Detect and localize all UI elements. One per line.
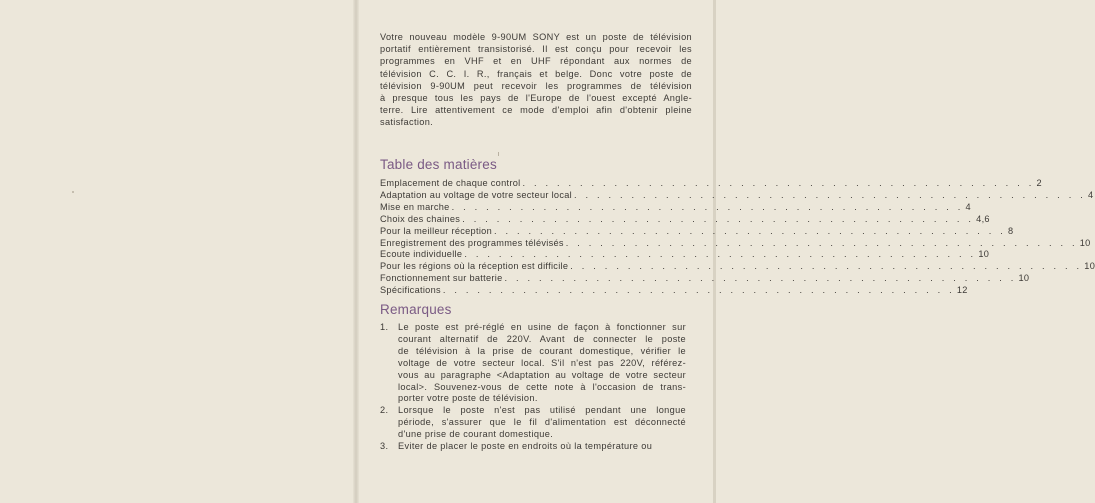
remark-number: 1. — [380, 322, 389, 332]
toc-leader-dots: . . . . . . . . . . . . . . . . . . . . . . . . . . . . . . . . . . . . . . . . . . . . . — [493, 225, 1006, 236]
intro-line: programmes en VHF et en UHF répondant aux normes de — [380, 56, 692, 67]
toc-entry-label: Enregistrement des programmes télévisés — [380, 237, 564, 248]
toc-leader-dots: . . . . . . . . . . . . . . . . . . . . . . . . . . . . . . . . . . . . . . . . . . . . . — [504, 273, 1017, 284]
toc-leader-dots: . . . . . . . . . . . . . . . . . . . . . . . . . . . . . . . . . . . . . . . . . . . . . — [522, 178, 1035, 188]
toc-leader-dots: . . . . . . . . . . . . . . . . . . . . . . . . . . . . . . . . . . . . . . . . . . . . . — [464, 249, 977, 260]
toc-entry-label: Adaptation au voltage de votre secteur local — [380, 189, 572, 200]
toc-entry — [380, 237, 1091, 250]
remarks-list — [380, 322, 686, 453]
toc-entry-label: Ecoute individuelle — [380, 249, 463, 260]
intro-line: Votre nouveau modèle 9-90UM SONY est un poste de télévision — [380, 32, 692, 42]
page-spine — [353, 0, 359, 503]
paper-speck — [498, 152, 499, 156]
toc-leader-dots: . . . . . . . . . . . . . . . . . . . . . . . . . . . . . . . . . . . . . . . . . . . . . — [462, 213, 975, 224]
remark-line: vous au paragraphe <Adaptation au voltage de votre secteur — [398, 369, 686, 380]
remark-line: voltage de votre secteur local. S'il n'est pas 220V, référez- — [398, 357, 686, 368]
intro-line: terre. Lire attentivement ce mode d'emploi afin d'obtenir pleine — [380, 105, 692, 116]
toc-entry-label: Pour les régions où la réception est difficile — [380, 261, 569, 272]
intro-line: télévision 9-90UM peut recevoir les programmes de télévision — [380, 80, 692, 91]
toc-leader-dots: . . . . . . . . . . . . . . . . . . . . . . . . . . . . . . . . . . . . . . . . . . . . . — [442, 285, 955, 296]
remark-line: de télévision à la prise de courant domestique, vérifier le — [398, 345, 686, 356]
intro-paragraph — [380, 31, 692, 129]
toc-entry-page: 10 — [1018, 273, 1030, 284]
toc-entry — [380, 225, 1014, 238]
toc-entry — [380, 249, 990, 261]
toc-entry-page: 4 — [965, 201, 971, 212]
toc-entry-label: Emplacement de chaque control — [380, 178, 521, 188]
toc-entry — [380, 189, 1094, 202]
remark-line: courant alternatif de 220V. Avant de connecter le poste — [398, 333, 686, 344]
intro-line: à presque tous les pays de l'Europe de l'ouest excepté Angle- — [380, 93, 692, 104]
remark-number: 3. — [380, 441, 389, 452]
remark-line: d'une prise de courant domestique. — [398, 429, 554, 440]
remark-line: Eviter de placer le poste en endroits où la température ou — [398, 441, 653, 452]
toc-entry-label: Mise en marche — [380, 201, 450, 212]
toc-entry — [380, 178, 1042, 190]
remark-line: Le poste est pré-réglé en usine de façon à fonctionner sur — [398, 322, 686, 332]
toc-entry-page: 12 — [956, 285, 968, 296]
toc-entry-label: Choix des chaines — [380, 213, 461, 224]
toc-entry — [380, 285, 968, 297]
intro-line: satisfaction. — [380, 117, 434, 128]
remark-item — [380, 322, 686, 405]
remarks-heading: Remarques — [380, 302, 452, 317]
remark-item — [380, 441, 686, 453]
remark-number: 2. — [380, 405, 389, 416]
toc-entry — [380, 213, 990, 226]
remark-line: Lorsque le poste n'est pas utilisé pendant une longue — [398, 405, 686, 416]
toc-entry-label: Pour la meilleur réception — [380, 225, 492, 236]
toc-entry-page: 10 — [1079, 237, 1091, 248]
paper-speck — [72, 191, 74, 193]
toc-entry — [380, 273, 1030, 285]
remark-line: local>. Souvenez-vous de cette note à l'occasion de trans- — [398, 381, 686, 392]
toc-entry — [380, 201, 971, 214]
toc-entry-page: 10 — [978, 249, 990, 260]
remark-line: porter votre poste de télévision. — [398, 393, 538, 404]
table-of-contents — [380, 178, 1095, 297]
toc-entry-label: Fonctionnement sur batterie — [380, 273, 503, 284]
toc-entry-page: 4,6 — [976, 213, 990, 224]
toc-entry-page: 2 — [1036, 178, 1042, 188]
remark-line: période, s'assurer que le fil d'alimentation est déconnecté — [398, 417, 686, 428]
toc-entry — [380, 261, 1095, 273]
toc-leader-dots: . . . . . . . . . . . . . . . . . . . . . . . . . . . . . . . . . . . . . . . . . . . . . — [573, 189, 1086, 200]
toc-entry-page: 4 — [1087, 189, 1094, 200]
remark-item — [380, 405, 686, 441]
toc-leader-dots: . . . . . . . . . . . . . . . . . . . . . . . . . . . . . . . . . . . . . . . . . . . . . — [565, 237, 1078, 248]
intro-line: portatif entièrement transistorisé. Il est conçu pour recevoir les — [380, 44, 692, 55]
toc-entry-page: 10 — [1084, 261, 1095, 272]
toc-entry-label: Spécifications — [380, 285, 441, 296]
intro-line: télévision C. C. I. R., français et belge. Donc votre poste de — [380, 68, 692, 79]
toc-leader-dots: . . . . . . . . . . . . . . . . . . . . . . . . . . . . . . . . . . . . . . . . . . . . . — [451, 201, 964, 212]
toc-heading: Table des matières — [380, 157, 497, 172]
toc-entry-page: 8 — [1007, 225, 1014, 236]
toc-leader-dots: . . . . . . . . . . . . . . . . . . . . . . . . . . . . . . . . . . . . . . . . . . . . . — [570, 261, 1083, 272]
